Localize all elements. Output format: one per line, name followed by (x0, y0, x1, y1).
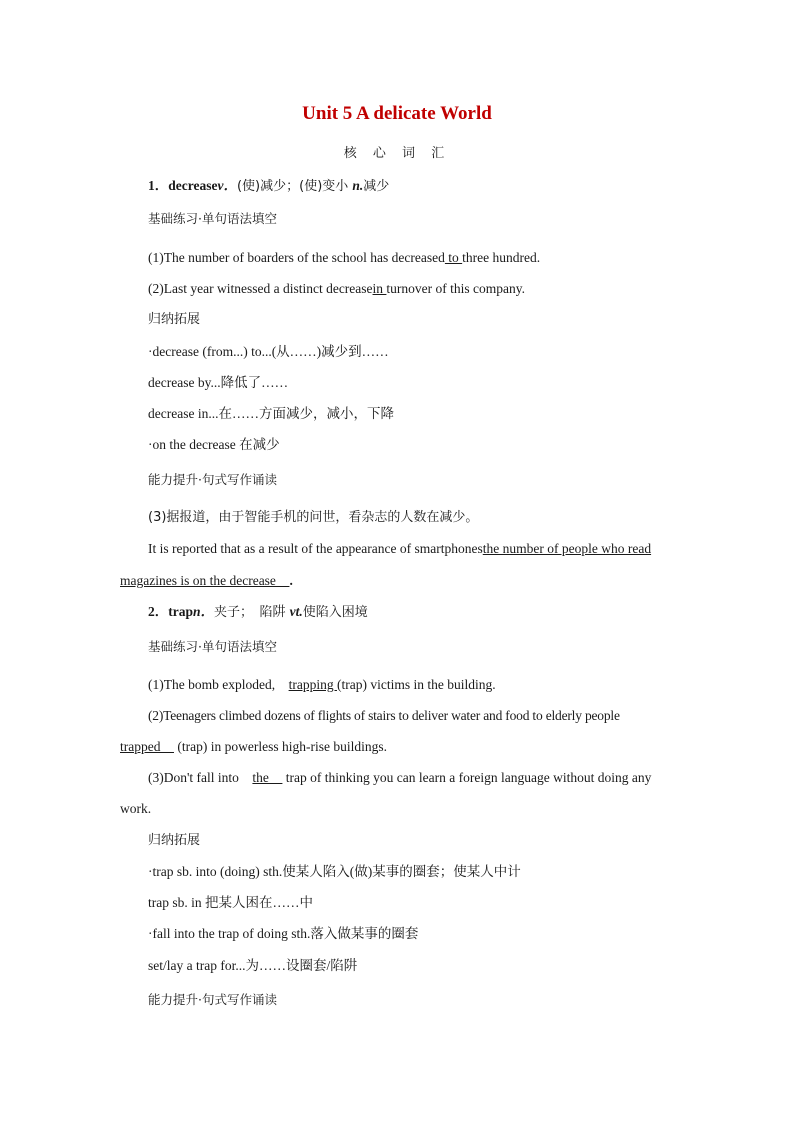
expansion-item: ·fall into the trap of doing sth.落入做某事的圈套 (148, 926, 419, 941)
basic-practice-label: 基础练习·单句语法填空 (148, 639, 277, 654)
exercise-item: (2)Teenagers climbed dozens of flights of stairs to deliver water and food to elderly people (148, 708, 620, 723)
part-of-speech: v． (217, 178, 237, 193)
page-title: Unit 5 A delicate World (302, 103, 492, 124)
expansion-item: trap sb. in 把某人困在……中 (148, 895, 313, 910)
expansion-item: decrease by...降低了…… (148, 375, 289, 390)
word-term: trap (168, 604, 193, 619)
definition: 减少 (363, 179, 390, 194)
advanced-practice-label: 能力提升·句式写作诵读 (148, 992, 277, 1007)
word-number: 2． (148, 604, 169, 619)
summary-label: 归纳拓展 (148, 312, 201, 327)
answer-blank: the number of people who read (482, 541, 652, 556)
section-heading: 核 心 词 汇 (343, 146, 451, 161)
exercise-item: (3)据报道，由于智能手机的问世，看杂志的人数在减少。 (148, 510, 479, 525)
expansion-item: ·on the decrease 在减少 (148, 437, 280, 452)
basic-practice-label: 基础练习·单句语法填空 (148, 211, 277, 226)
expansion-item: ·decrease (from...) to...(从……)减少到…… (148, 344, 389, 359)
word-heading-trap (148, 602, 703, 623)
part-of-speech: n． (193, 604, 215, 619)
answer-blank: to (444, 250, 463, 265)
exercise-item: (1)The number of boarders of the school has decreased to three hundred. (148, 250, 541, 265)
word-number: 1． (148, 178, 169, 193)
word-term: decrease (168, 178, 218, 193)
expansion-item: ·trap sb. into (doing) sth.使某人陷入(做)某事的圈套；使某人中计 (148, 864, 521, 879)
definition: 夹子； 陷阱 (214, 605, 290, 620)
answer-blank: trapping (288, 677, 337, 692)
advanced-practice-label: 能力提升·句式写作诵读 (148, 472, 277, 487)
summary-label: 归纳拓展 (148, 833, 201, 848)
exercise-answer-line: It is reported that as a result of the appearance of smartphonesthe number of people who read (148, 541, 652, 556)
exercise-item: work. (120, 801, 152, 816)
answer-blank: the (252, 770, 283, 785)
expansion-item: set/lay a trap for...为……设圈套/陷阱 (148, 958, 358, 973)
answer-blank: in (372, 281, 387, 296)
exercise-item: (2)Last year witnessed a distinct decreasein turnover of this company. (148, 281, 526, 296)
answer-blank: magazines is on the decrease (120, 573, 290, 588)
definition: (使)减少；(使)变小 (236, 179, 353, 194)
exercise-item: (3)Don't fall into the trap of thinking you can learn a foreign language without doing any (148, 770, 652, 785)
part-of-speech: vt. (289, 604, 303, 619)
exercise-item: (1)The bomb exploded, trapping (trap) victims in the building. (148, 677, 496, 692)
exercise-answer-line: magazines is on the decrease . (120, 573, 293, 588)
part-of-speech: n. (352, 178, 364, 193)
definition: 使陷入困境 (302, 605, 368, 620)
answer-blank: trapped (120, 739, 174, 754)
exercise-item: trapped (trap) in powerless high-rise buildings. (120, 739, 387, 754)
word-heading-decrease (148, 176, 703, 197)
expansion-item: decrease in...在……方面减少，减小，下降 (148, 406, 394, 421)
